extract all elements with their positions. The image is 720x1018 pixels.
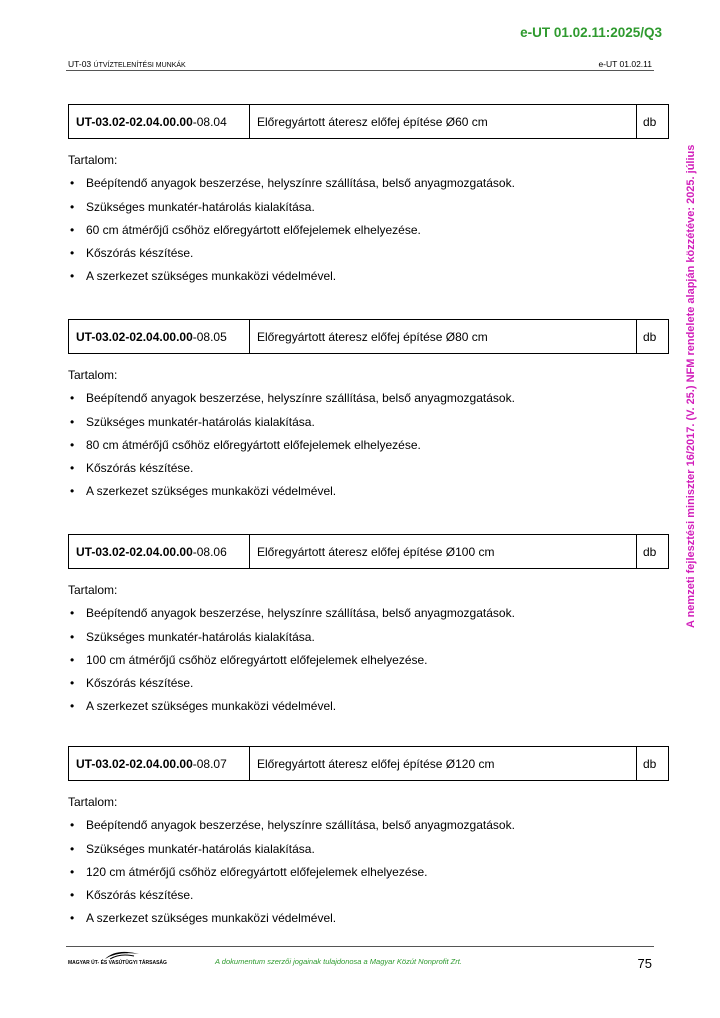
- list-item: • Kőszórás készítése.: [68, 676, 669, 690]
- running-header-right: e-UT 01.02.11: [598, 59, 652, 69]
- list-item: • Szükséges munkatér-határolás kialakítása.: [68, 630, 669, 644]
- list-item: • Szükséges munkatér-határolás kialakítása.: [68, 842, 669, 856]
- content-list: [68, 176, 669, 283]
- list-item: • Beépítendő anyagok beszerzése, helyszínre szállítása, belső anyagmozgatások.: [68, 818, 669, 832]
- content-list: [68, 818, 669, 925]
- item-unit: db: [637, 747, 669, 781]
- list-item: • Beépítendő anyagok beszerzése, helyszínre szállítása, belső anyagmozgatások.: [68, 391, 669, 405]
- list-item: • A szerkezet szükséges munkaközi védelmével.: [68, 699, 669, 713]
- item-unit: db: [637, 535, 669, 569]
- item-header-table: [68, 104, 669, 139]
- item-code-suffix: -08.05: [192, 329, 227, 344]
- item-code: [69, 535, 250, 569]
- list-item: • Kőszórás készítése.: [68, 461, 669, 475]
- item-code-main: UT-03.02-02.04.00.00: [76, 544, 193, 559]
- running-header-left: [68, 59, 186, 69]
- item-description: Előregyártott áteresz előfej építése Ø80 cm: [250, 320, 637, 354]
- chapter-code: UT-03: [68, 59, 92, 69]
- content-label: Tartalom:: [68, 368, 118, 382]
- item-header-table: [68, 746, 669, 781]
- item-section: [68, 746, 669, 925]
- list-item: • Kőszórás készítése.: [68, 888, 669, 902]
- item-description: Előregyártott áteresz előfej építése Ø120 cm: [250, 747, 637, 781]
- item-code: [69, 320, 250, 354]
- content-label: Tartalom:: [68, 795, 118, 809]
- item-unit: db: [637, 105, 669, 139]
- item-description: Előregyártott áteresz előfej építése Ø60 cm: [250, 105, 637, 139]
- list-item: • 100 cm átmérőjű csőhöz előregyártott előfejelemek elhelyezése.: [68, 653, 669, 667]
- list-item: • Szükséges munkatér-határolás kialakítása.: [68, 415, 669, 429]
- list-item: • 120 cm átmérőjű csőhöz előregyártott előfejelemek elhelyezése.: [68, 865, 669, 879]
- content-list: [68, 606, 669, 713]
- list-item: • Beépítendő anyagok beszerzése, helyszínre szállítása, belső anyagmozgatások.: [68, 606, 669, 620]
- footer-copyright: A dokumentum szerzői jogainak tulajdonosa a Magyar Közút Nonprofit Zrt.: [215, 957, 462, 966]
- item-code-main: UT-03.02-02.04.00.00: [76, 756, 193, 771]
- item-section: [68, 319, 669, 498]
- list-item: • Beépítendő anyagok beszerzése, helyszínre szállítása, belső anyagmozgatások.: [68, 176, 669, 190]
- footer-rule: [66, 946, 654, 947]
- item-code-main: UT-03.02-02.04.00.00: [76, 329, 193, 344]
- list-item: • Kőszórás készítése.: [68, 246, 669, 260]
- content-list: [68, 391, 669, 498]
- list-item: • A szerkezet szükséges munkaközi védelmével.: [68, 484, 669, 498]
- item-header-table: [68, 534, 669, 569]
- logo-text: MAGYAR ÚT- ÉS VASÚTÜGYI TÁRSASÁG: [68, 960, 167, 966]
- item-code: [69, 747, 250, 781]
- item-code-main: UT-03.02-02.04.00.00: [76, 114, 193, 129]
- item-section: [68, 104, 669, 283]
- item-code-suffix: -08.04: [192, 114, 227, 129]
- header-rule: [66, 70, 654, 71]
- page-number: 75: [637, 956, 652, 971]
- chapter-title: ÚTVÍZTELENÍTÉSI MUNKÁK: [93, 62, 186, 69]
- list-item: • 60 cm átmérőjű csőhöz előregyártott előfejelemek elhelyezése.: [68, 223, 669, 237]
- list-item: • 80 cm átmérőjű csőhöz előregyártott előfejelemek elhelyezése.: [68, 438, 669, 452]
- item-section: [68, 534, 669, 713]
- society-logo: [68, 950, 168, 968]
- content-label: Tartalom:: [68, 583, 118, 597]
- item-code-suffix: -08.07: [192, 756, 227, 771]
- item-code: [69, 105, 250, 139]
- item-unit: db: [637, 320, 669, 354]
- list-item: • A szerkezet szükséges munkaközi védelmével.: [68, 269, 669, 283]
- logo-swoosh-icon: [104, 950, 140, 960]
- list-item: • Szükséges munkatér-határolás kialakítása.: [68, 200, 669, 214]
- list-item: • A szerkezet szükséges munkaközi védelmével.: [68, 911, 669, 925]
- item-description: Előregyártott áteresz előfej építése Ø100 cm: [250, 535, 637, 569]
- content-label: Tartalom:: [68, 153, 118, 167]
- publication-side-note: A nemzeti fejlesztési miniszter 16/2017. (V. 25.) NFM rendelete alapján közzétéve: 2025. július: [685, 144, 697, 628]
- item-header-table: [68, 319, 669, 354]
- document-code: e-UT 01.02.11:2025/Q3: [520, 25, 662, 40]
- item-code-suffix: -08.06: [192, 544, 227, 559]
